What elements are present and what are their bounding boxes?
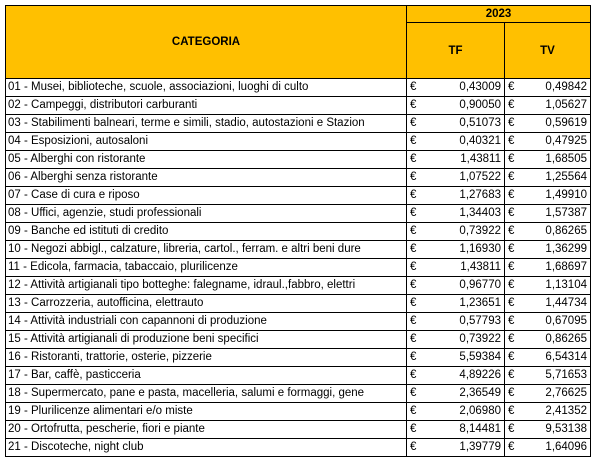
category-cell: 14 - Attività industriali con capannoni di produzione bbox=[6, 313, 407, 331]
tf-currency-cell: € bbox=[407, 385, 427, 403]
category-cell: 08 - Uffici, agenzie, studi professionali bbox=[6, 205, 407, 223]
category-cell: 19 - Plurilicenze alimentari e/o miste bbox=[6, 403, 407, 421]
table-row bbox=[6, 97, 591, 115]
category-cell: 03 - Stabilimenti balneari, terme e simili, stadio, autostazioni e Stazion bbox=[6, 115, 407, 133]
tv-currency-cell: € bbox=[505, 277, 525, 295]
table-row bbox=[6, 421, 591, 439]
tf-currency-cell: € bbox=[407, 187, 427, 205]
category-cell: 10 - Negozi abbigl., calzature, libreria, cartol., ferram. e altri beni dure bbox=[6, 241, 407, 259]
category-cell: 06 - Alberghi senza ristorante bbox=[6, 169, 407, 187]
category-cell: 21 - Discoteche, night club bbox=[6, 439, 407, 457]
tf-currency-cell: € bbox=[407, 151, 427, 169]
tv-value-cell: 1,13104 bbox=[525, 277, 591, 295]
tv-value-cell: 1,68697 bbox=[525, 259, 591, 277]
tf-currency-cell: € bbox=[407, 331, 427, 349]
table-body bbox=[6, 79, 591, 457]
tv-currency-cell: € bbox=[505, 331, 525, 349]
tv-value-cell: 0,59619 bbox=[525, 115, 591, 133]
tv-currency-cell: € bbox=[505, 79, 525, 97]
tf-value-cell: 1,07522 bbox=[427, 169, 505, 187]
tv-currency-cell: € bbox=[505, 223, 525, 241]
tv-value-cell: 0,86265 bbox=[525, 223, 591, 241]
tf-currency-cell: € bbox=[407, 241, 427, 259]
category-cell: 07 - Case di cura e riposo bbox=[6, 187, 407, 205]
tf-value-cell: 4,89226 bbox=[427, 367, 505, 385]
tf-column-header: TF bbox=[407, 23, 505, 79]
tv-currency-cell: € bbox=[505, 259, 525, 277]
tv-value-cell: 0,47925 bbox=[525, 133, 591, 151]
category-header: CATEGORIA bbox=[6, 6, 407, 79]
table-row bbox=[6, 277, 591, 295]
tf-value-cell: 0,40321 bbox=[427, 133, 505, 151]
tf-value-cell: 1,39779 bbox=[427, 439, 505, 457]
tf-value-cell: 8,14481 bbox=[427, 421, 505, 439]
tv-value-cell: 6,54314 bbox=[525, 349, 591, 367]
tf-currency-cell: € bbox=[407, 277, 427, 295]
table-row bbox=[6, 295, 591, 313]
tf-value-cell: 1,43811 bbox=[427, 259, 505, 277]
table-row bbox=[6, 205, 591, 223]
tf-currency-cell: € bbox=[407, 259, 427, 277]
tv-currency-cell: € bbox=[505, 151, 525, 169]
tf-currency-cell: € bbox=[407, 421, 427, 439]
tv-value-cell: 1,49910 bbox=[525, 187, 591, 205]
category-cell: 05 - Alberghi con ristorante bbox=[6, 151, 407, 169]
table-row bbox=[6, 367, 591, 385]
tv-value-cell: 1,57387 bbox=[525, 205, 591, 223]
table-row bbox=[6, 313, 591, 331]
tv-value-cell: 1,05627 bbox=[525, 97, 591, 115]
tv-currency-cell: € bbox=[505, 205, 525, 223]
tv-currency-cell: € bbox=[505, 115, 525, 133]
tf-currency-cell: € bbox=[407, 295, 427, 313]
tv-value-cell: 5,71653 bbox=[525, 367, 591, 385]
tv-value-cell: 1,36299 bbox=[525, 241, 591, 259]
tv-currency-cell: € bbox=[505, 241, 525, 259]
tv-value-cell: 0,67095 bbox=[525, 313, 591, 331]
category-cell: 13 - Carrozzeria, autofficina, elettrauto bbox=[6, 295, 407, 313]
tv-value-cell: 0,86265 bbox=[525, 331, 591, 349]
category-cell: 09 - Banche ed istituti di credito bbox=[6, 223, 407, 241]
table-row bbox=[6, 151, 591, 169]
tv-currency-cell: € bbox=[505, 187, 525, 205]
table-row bbox=[6, 385, 591, 403]
tf-value-cell: 2,06980 bbox=[427, 403, 505, 421]
tv-currency-cell: € bbox=[505, 169, 525, 187]
tf-value-cell: 1,23651 bbox=[427, 295, 505, 313]
category-cell: 16 - Ristoranti, trattorie, osterie, pizzerie bbox=[6, 349, 407, 367]
tv-currency-cell: € bbox=[505, 97, 525, 115]
category-cell: 01 - Musei, biblioteche, scuole, associazioni, luoghi di culto bbox=[6, 79, 407, 97]
tv-currency-cell: € bbox=[505, 133, 525, 151]
table-row bbox=[6, 331, 591, 349]
category-cell: 04 - Esposizioni, autosaloni bbox=[6, 133, 407, 151]
tf-currency-cell: € bbox=[407, 439, 427, 457]
tf-value-cell: 1,27683 bbox=[427, 187, 505, 205]
tv-value-cell: 9,53138 bbox=[525, 421, 591, 439]
tv-currency-cell: € bbox=[505, 439, 525, 457]
tariff-table bbox=[5, 5, 591, 457]
tv-value-cell: 1,44734 bbox=[525, 295, 591, 313]
tv-currency-cell: € bbox=[505, 421, 525, 439]
tf-value-cell: 1,43811 bbox=[427, 151, 505, 169]
tf-value-cell: 0,73922 bbox=[427, 331, 505, 349]
table-row bbox=[6, 349, 591, 367]
tv-currency-cell: € bbox=[505, 313, 525, 331]
tf-currency-cell: € bbox=[407, 79, 427, 97]
category-cell: 11 - Edicola, farmacia, tabaccaio, plurilicenze bbox=[6, 259, 407, 277]
tv-value-cell: 2,76625 bbox=[525, 385, 591, 403]
category-cell: 17 - Bar, caffè, pasticceria bbox=[6, 367, 407, 385]
table-row bbox=[6, 259, 591, 277]
tf-currency-cell: € bbox=[407, 349, 427, 367]
tf-value-cell: 5,59384 bbox=[427, 349, 505, 367]
tv-value-cell: 2,41352 bbox=[525, 403, 591, 421]
category-cell: 18 - Supermercato, pane e pasta, macelleria, salumi e formaggi, gene bbox=[6, 385, 407, 403]
tf-value-cell: 0,90050 bbox=[427, 97, 505, 115]
year-header: 2023 bbox=[407, 6, 591, 23]
tv-currency-cell: € bbox=[505, 385, 525, 403]
table-row bbox=[6, 115, 591, 133]
tf-value-cell: 0,73922 bbox=[427, 223, 505, 241]
table-row bbox=[6, 187, 591, 205]
tv-value-cell: 1,64096 bbox=[525, 439, 591, 457]
tf-currency-cell: € bbox=[407, 403, 427, 421]
tf-currency-cell: € bbox=[407, 223, 427, 241]
table-row bbox=[6, 79, 591, 97]
table-row bbox=[6, 223, 591, 241]
tf-value-cell: 0,51073 bbox=[427, 115, 505, 133]
tf-value-cell: 0,43009 bbox=[427, 79, 505, 97]
table-row bbox=[6, 403, 591, 421]
tf-value-cell: 1,34403 bbox=[427, 205, 505, 223]
table-row bbox=[6, 133, 591, 151]
tv-value-cell: 1,68505 bbox=[525, 151, 591, 169]
tf-currency-cell: € bbox=[407, 97, 427, 115]
tf-currency-cell: € bbox=[407, 367, 427, 385]
table-row bbox=[6, 439, 591, 457]
table-row bbox=[6, 241, 591, 259]
tf-currency-cell: € bbox=[407, 169, 427, 187]
tv-value-cell: 0,49842 bbox=[525, 79, 591, 97]
tv-currency-cell: € bbox=[505, 403, 525, 421]
category-cell: 20 - Ortofrutta, pescherie, fiori e piante bbox=[6, 421, 407, 439]
tf-currency-cell: € bbox=[407, 133, 427, 151]
table-row bbox=[6, 169, 591, 187]
tv-value-cell: 1,25564 bbox=[525, 169, 591, 187]
tf-currency-cell: € bbox=[407, 115, 427, 133]
tf-currency-cell: € bbox=[407, 313, 427, 331]
tv-currency-cell: € bbox=[505, 349, 525, 367]
category-cell: 15 - Attività artigianali di produzione beni specifici bbox=[6, 331, 407, 349]
tv-currency-cell: € bbox=[505, 367, 525, 385]
tv-column-header: TV bbox=[505, 23, 591, 79]
tf-value-cell: 0,57793 bbox=[427, 313, 505, 331]
tf-value-cell: 0,96770 bbox=[427, 277, 505, 295]
category-cell: 12 - Attività artigianali tipo botteghe: falegname, idraul.,fabbro, elettri bbox=[6, 277, 407, 295]
tf-currency-cell: € bbox=[407, 205, 427, 223]
tf-value-cell: 1,16930 bbox=[427, 241, 505, 259]
category-cell: 02 - Campeggi, distributori carburanti bbox=[6, 97, 407, 115]
tf-value-cell: 2,36549 bbox=[427, 385, 505, 403]
tv-currency-cell: € bbox=[505, 295, 525, 313]
